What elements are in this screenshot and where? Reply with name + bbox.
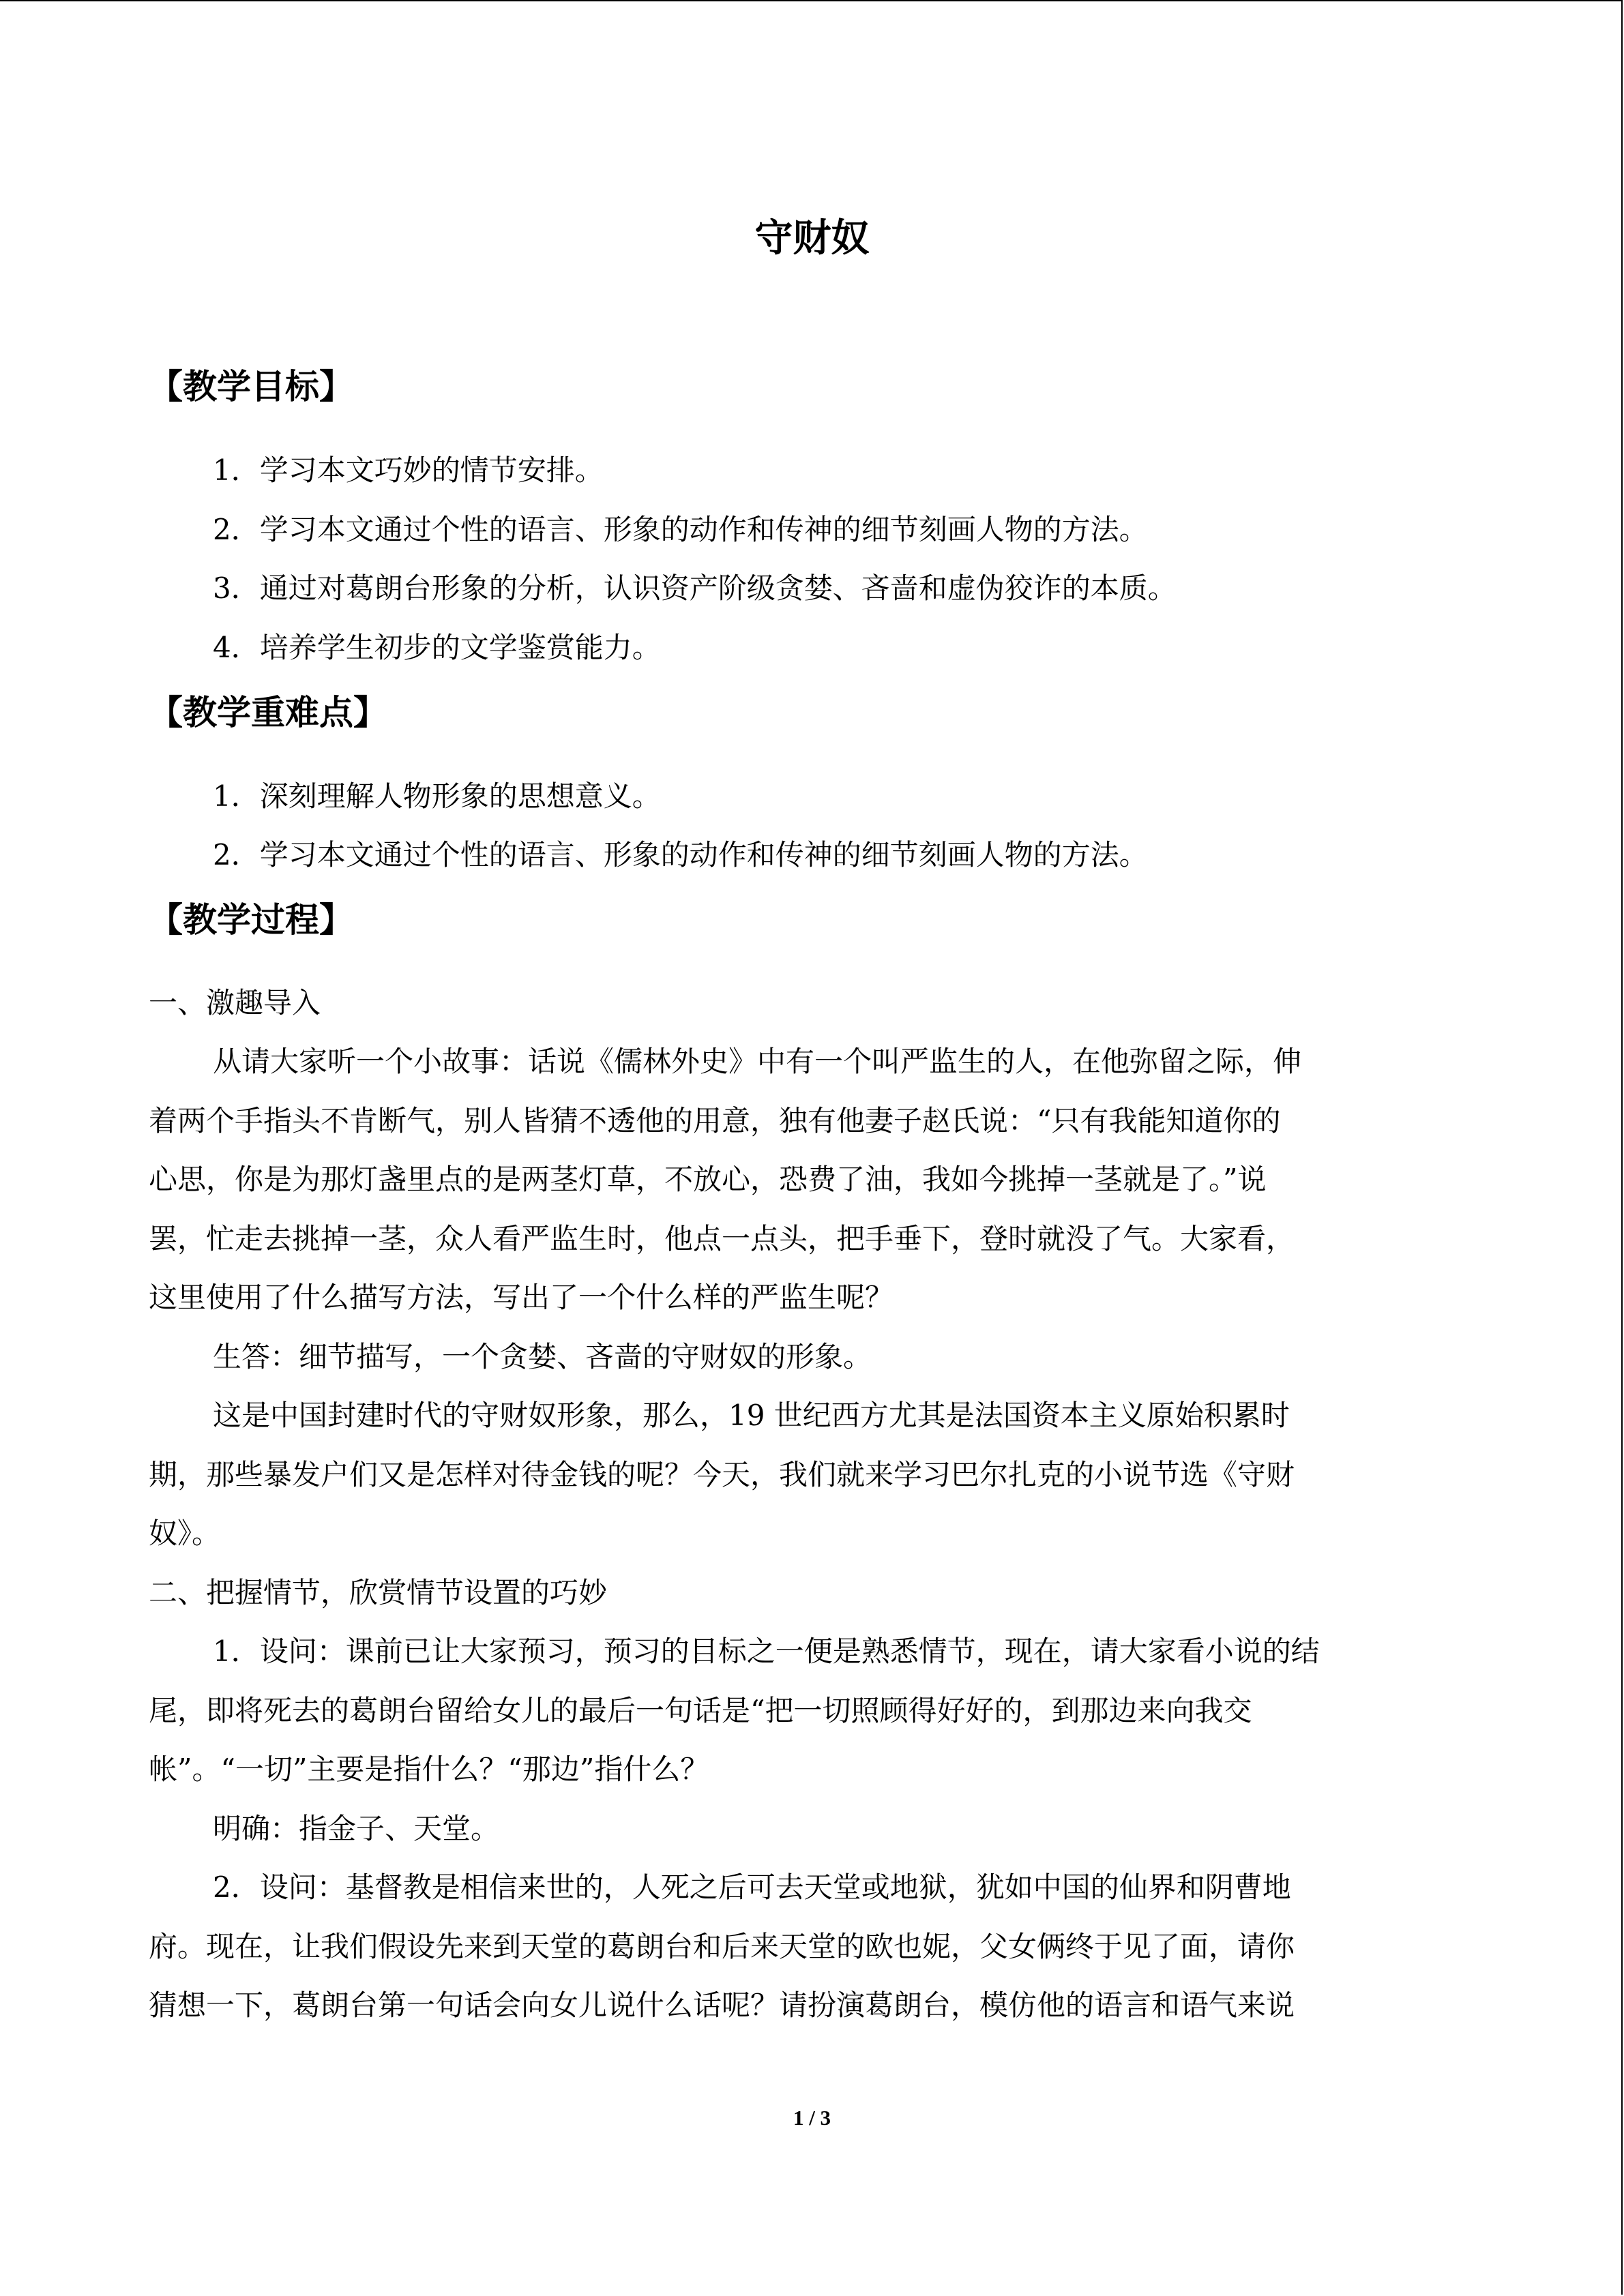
- page-number: 1 / 3: [793, 2106, 831, 2130]
- goal-item: 2．学习本文通过个性的语言、形象的动作和传神的细节刻画人物的方法。: [213, 513, 1148, 546]
- paragraph-line: 这里使用了什么描写方法，写出了一个什么样的严监生呢？: [149, 1281, 894, 1314]
- answer-line: 生答：细节描写，一个贪婪、吝啬的守财奴的形象。: [213, 1340, 872, 1373]
- section-heading-key-points: 【教学重难点】: [149, 693, 387, 732]
- paragraph-line: 着两个手指头不肯断气，别人皆猜不透他的用意，独有他妻子赵氏说：“只有我能知道你的: [149, 1104, 1281, 1137]
- paragraph-line: 奴》。: [149, 1517, 221, 1550]
- document-title: 守财奴: [754, 216, 870, 260]
- section-heading-process: 【教学过程】: [149, 900, 353, 940]
- paragraph-line: 从请大家听一个小故事：话说《儒林外史》中有一个叫严监生的人，在他弥留之际，伸: [213, 1045, 1302, 1078]
- paragraph-line: 猜想一下，葛朗台第一句话会向女儿说什么话呢？请扮演葛朗台，模仿他的语言和语气来说: [149, 1988, 1295, 2022]
- part-title: 一、激趣导入: [149, 986, 321, 1019]
- key-point-item: 1．深刻理解人物形象的思想意义。: [213, 779, 661, 813]
- goal-item: 3．通过对葛朗台形象的分析，认识资产阶级贪婪、吝啬和虚伪狡诈的本质。: [213, 571, 1177, 605]
- paragraph-line: 帐”。“一切”主要是指什么？“那边”指什么？: [149, 1753, 709, 1786]
- section-heading-goals: 【教学目标】: [149, 367, 353, 406]
- paragraph-line: 这是中国封建时代的守财奴形象，那么，19 世纪西方尤其是法国资本主义原始积累时: [213, 1399, 1290, 1432]
- key-point-item: 2．学习本文通过个性的语言、形象的动作和传神的细节刻画人物的方法。: [213, 838, 1148, 871]
- answer-line: 明确：指金子、天堂。: [213, 1812, 500, 1845]
- paragraph-line: 2．设问：基督教是相信来世的，人死之后可去天堂或地狱，犹如中国的仙界和阴曹地: [213, 1870, 1291, 1904]
- paragraph-line: 心思，你是为那灯盏里点的是两茎灯草，不放心，恐费了油，我如今挑掉一茎就是了。”说: [149, 1163, 1267, 1196]
- paragraph-line: 1．设问：课前已让大家预习，预习的目标之一便是熟悉情节，现在，请大家看小说的结: [213, 1635, 1320, 1668]
- goal-item: 1．学习本文巧妙的情节安排。: [213, 453, 604, 487]
- part-title: 二、把握情节，欣赏情节设置的巧妙: [149, 1576, 608, 1609]
- paragraph-line: 期，那些暴发户们又是怎样对待金钱的呢？今天，我们就来学习巴尔扎克的小说节选《守财: [149, 1458, 1295, 1491]
- paragraph-line: 府。现在，让我们假设先来到天堂的葛朗台和后来天堂的欧也妮，父女俩终于见了面，请你: [149, 1930, 1295, 1963]
- paragraph-line: 罢，忙走去挑掉一茎，众人看严监生时，他点一点头，把手垂下，登时就没了气。大家看，: [149, 1222, 1295, 1255]
- paragraph-line: 尾，即将死去的葛朗台留给女儿的最后一句话是“把一切照顾得好好的，到那边来向我交: [149, 1694, 1252, 1727]
- goal-item: 4．培养学生初步的文学鉴赏能力。: [213, 631, 661, 664]
